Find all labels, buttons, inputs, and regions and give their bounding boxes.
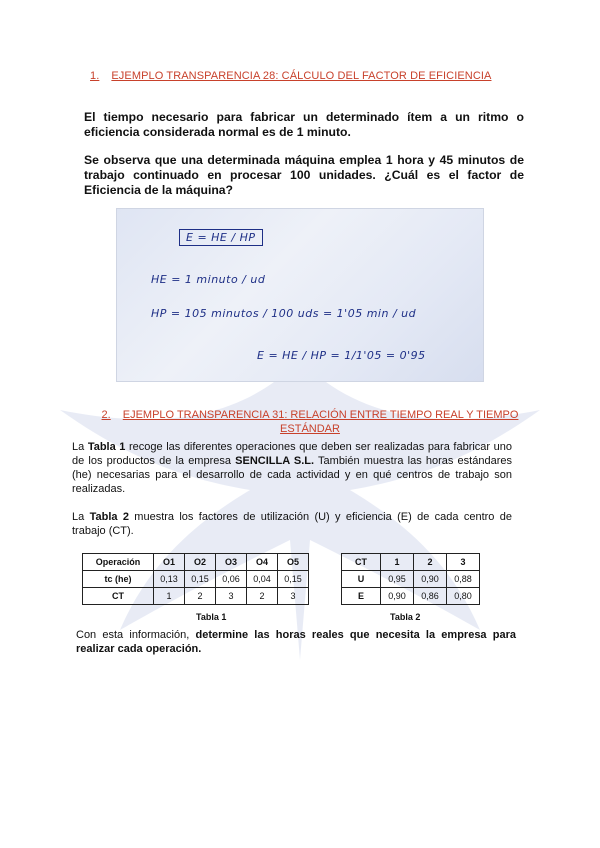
- table2-caption: Tabla 2: [390, 612, 421, 622]
- table2-cell: U: [342, 571, 381, 588]
- table2-cell: 0,95: [381, 571, 414, 588]
- table-row: [83, 571, 309, 588]
- table1-header: Operación: [83, 554, 154, 571]
- table2-cell: E: [342, 588, 381, 605]
- table2-cell: 0,90: [381, 588, 414, 605]
- section2-question: [76, 628, 516, 656]
- p4-table2-ref: Tabla 2: [89, 511, 129, 523]
- section2-paragraph1: [72, 440, 512, 496]
- table2-header-row: [342, 554, 480, 571]
- section2-number: 2.: [101, 409, 111, 421]
- table2: [341, 553, 480, 605]
- handwritten-he: HE = 1 minuto / ud: [151, 273, 266, 286]
- section2-title: EJEMPLO TRANSPARENCIA 31: RELACIÓN ENTRE TIEMPO REAL Y TIEMPO ESTÁNDAR: [122, 409, 519, 435]
- table1-header-row: [83, 554, 309, 571]
- table1-header: O3: [216, 554, 247, 571]
- table1-cell: 3: [278, 588, 309, 605]
- table1-cell: 2: [185, 588, 216, 605]
- section1-heading: [90, 70, 560, 82]
- table1-cell: 0,13: [154, 571, 185, 588]
- handwritten-formula: E = HE / HP: [179, 229, 263, 246]
- p3-company-name: SENCILLA S.L.: [235, 455, 315, 467]
- table2-cell: 0,90: [414, 571, 447, 588]
- table1-cell: 2: [247, 588, 278, 605]
- p3-table1-ref: Tabla 1: [87, 441, 126, 453]
- table2-header: 2: [414, 554, 447, 571]
- table1-caption: Tabla 1: [196, 612, 227, 622]
- table1-cell: 0,15: [185, 571, 216, 588]
- table1-cell: CT: [83, 588, 154, 605]
- table2-cell: 0,88: [447, 571, 480, 588]
- table2-header: 1: [381, 554, 414, 571]
- table1-cell: 1: [154, 588, 185, 605]
- section2-heading: [90, 408, 530, 436]
- p3-text-mid: recoge las diferentes operaciones que deben ser realizadas para fabricar uno de los productos de la empresa: [72, 441, 513, 467]
- section1-paragraph2: Se observa que una determinada máquina emplea 1 hora y 45 minutos de trabajo continuado en procesar 100 unidades. ¿Cuál es el factor de Eficiencia de la máquina?: [84, 153, 524, 197]
- table2-header: 3: [447, 554, 480, 571]
- handwritten-solution-photo: [116, 208, 484, 382]
- table1-header: O2: [185, 554, 216, 571]
- handwritten-hp: HP = 105 minutos / 100 uds = 1'05 min / ud: [151, 307, 417, 320]
- p3-text-pre: La: [72, 441, 88, 453]
- table1: [82, 553, 309, 605]
- table2-cell: 0,80: [447, 588, 480, 605]
- table1-cell: 0,04: [247, 571, 278, 588]
- table-row: [83, 588, 309, 605]
- p4-text-pre: La: [72, 511, 90, 523]
- table2-cell: 0,86: [414, 588, 447, 605]
- section1-number: 1.: [90, 70, 100, 82]
- p3-text-post: También muestra las horas estándares (he) necesarias para el desarrollo de cada actividad y en qué centros de trabajo son realizadas.: [72, 455, 512, 495]
- section1-title: EJEMPLO TRANSPARENCIA 28: CÁLCULO DEL FACTOR DE EFICIENCIA: [111, 70, 492, 82]
- handwritten-result: E = HE / HP = 1/1'05 = 0'95: [257, 349, 426, 362]
- table1-header: O4: [247, 554, 278, 571]
- table1-cell: tc (he): [83, 571, 154, 588]
- table1-cell: 0,15: [278, 571, 309, 588]
- table-row: [342, 588, 480, 605]
- p5-question-bold: determine las horas reales que necesita la empresa para realizar cada operación.: [76, 629, 516, 655]
- table2-header: CT: [342, 554, 381, 571]
- table1-header: O5: [278, 554, 309, 571]
- table1-header: O1: [154, 554, 185, 571]
- table-row: [342, 571, 480, 588]
- p4-text-post: muestra los factores de utilización (U) y eficiencia (E) de cada centro de trabajo (CT).: [72, 511, 512, 537]
- table1-cell: 0,06: [216, 571, 247, 588]
- p5-text-pre: Con esta información,: [76, 629, 196, 641]
- section2-paragraph2: [72, 510, 512, 538]
- section1-paragraph1: El tiempo necesario para fabricar un determinado ítem a un ritmo o eficiencia considerada normal es de 1 minuto.: [84, 110, 524, 139]
- table1-cell: 3: [216, 588, 247, 605]
